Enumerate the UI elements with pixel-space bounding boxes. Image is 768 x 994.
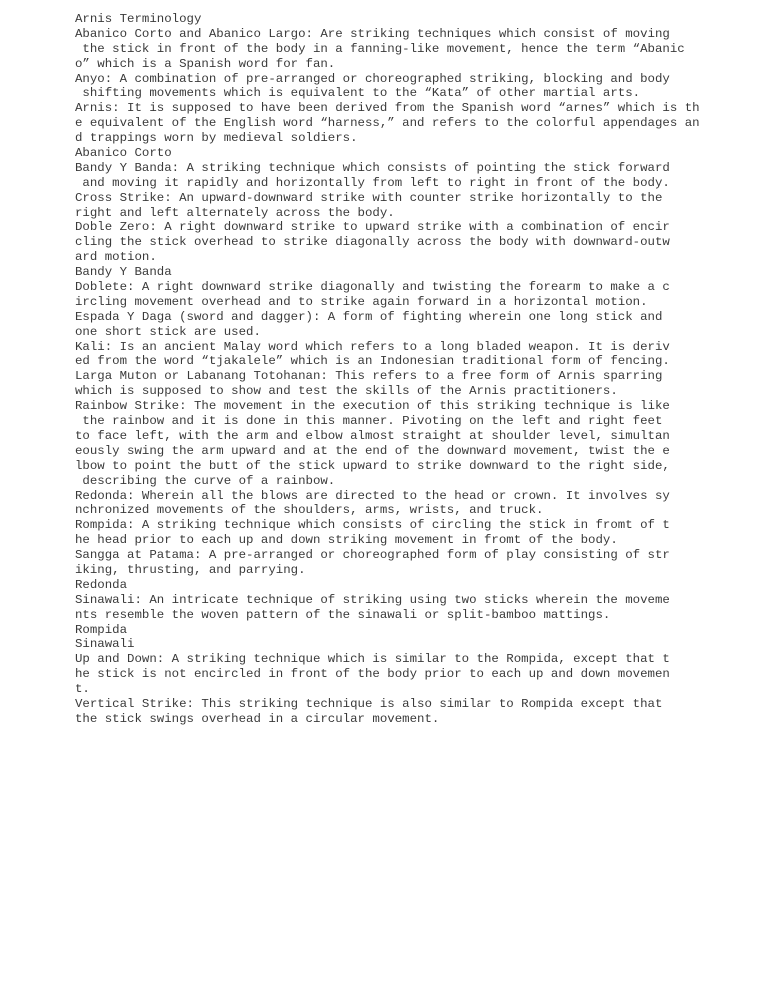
text-line: the stick swings overhead in a circular movement. (75, 711, 440, 726)
text-line: Rainbow Strike: The movement in the execution of this striking technique is like (75, 399, 670, 414)
text-line: Doblete: A right downward strike diagonally and twisting the forearm to make a c (75, 280, 670, 295)
text-line: Abanico Corto and Abanico Largo: Are striking techniques which consist of moving (75, 26, 670, 41)
text-line: Bandy Y Banda: A striking technique which consists of pointing the stick forward (75, 160, 670, 175)
text-line: e equivalent of the English word “harness,” and refers to the colorful appendages an (75, 116, 700, 131)
text-line: nchronized movements of the shoulders, arms, wrists, and truck. (75, 503, 544, 518)
text-line: he stick is not encircled in front of the body prior to each up and down movemen (75, 667, 670, 682)
text-line: Doble Zero: A right downward strike to upward strike with a combination of encir (75, 220, 670, 235)
text-line: Cross Strike: An upward-downward strike with counter strike horizontally to the (75, 190, 663, 205)
text-line: Arnis: It is supposed to have been derived from the Spanish word “arnes” which is th (75, 101, 700, 116)
text-line: Rompida: A striking technique which consists of circling the stick in fromt of t (75, 518, 670, 533)
text-line: Bandy Y Banda (75, 265, 172, 280)
document-title: Arnis Terminology (75, 12, 202, 26)
text-line: one short stick are used. (75, 324, 261, 339)
text-line: Anyo: A combination of pre-arranged or choreographed striking, blocking and body (75, 71, 670, 86)
text-line: Sinawali: An intricate technique of striking using two sticks wherein the moveme (75, 592, 670, 607)
text-line: Vertical Strike: This striking technique is also similar to Rompida except that (75, 696, 663, 711)
text-line: cling the stick overhead to strike diagonally across the body with downward-outw (75, 235, 670, 250)
text-line: which is supposed to show and test the skills of the Arnis practitioners. (75, 384, 618, 399)
text-line: right and left alternately across the body. (75, 205, 395, 220)
text-line: Espada Y Daga (sword and dagger): A form of fighting wherein one long stick and (75, 309, 663, 324)
text-line: Abanico Corto (75, 146, 172, 161)
text-line: to face left, with the arm and elbow almost straight at shoulder level, simultan (75, 428, 670, 443)
document-body (75, 12, 715, 727)
text-line: ed from the word “tjakalele” which is an Indonesian traditional form of fencing. (75, 354, 670, 369)
text-line: Redonda (75, 577, 128, 592)
text-line: Larga Muton or Labanang Totohanan: This refers to a free form of Arnis sparring (75, 369, 663, 384)
text-line: d trappings worn by medieval soldiers. (75, 131, 358, 146)
text-line: describing the curve of a rainbow. (75, 473, 336, 488)
text-line: nts resemble the woven pattern of the sinawali or split-bamboo mattings. (75, 607, 611, 622)
text-line: iking, thrusting, and parrying. (75, 562, 306, 577)
text-line: ircling movement overhead and to strike again forward in a horizontal motion. (75, 294, 648, 309)
text-line: t. (75, 682, 90, 697)
text-line: lbow to point the butt of the stick upward to strike downward to the right side, (75, 458, 670, 473)
text-line: Kali: Is an ancient Malay word which refers to a long bladed weapon. It is deriv (75, 339, 670, 354)
text-line: eously swing the arm upward and at the end of the downward movement, twist the e (75, 443, 670, 458)
text-line: he head prior to each up and down striking movement in fromt of the body. (75, 533, 618, 548)
text-line: Sinawali (75, 637, 135, 652)
text-line: Sangga at Patama: A pre-arranged or choreographed form of play consisting of str (75, 548, 670, 563)
text-line: shifting movements which is equivalent to the “Kata” of other martial arts. (75, 86, 641, 101)
text-line: and moving it rapidly and horizontally from left to right in front of the body. (75, 175, 670, 190)
text-line: the rainbow and it is done in this manner. Pivoting on the left and right feet (75, 414, 663, 429)
text-line: Rompida (75, 622, 128, 637)
text-line: Up and Down: A striking technique which is similar to the Rompida, except that t (75, 652, 670, 667)
text-line: Redonda: Wherein all the blows are directed to the head or crown. It involves sy (75, 488, 670, 503)
text-line: ard motion. (75, 250, 157, 265)
text-line: the stick in front of the body in a fanning-like movement, hence the term “Abanic (75, 41, 685, 56)
text-line: o” which is a Spanish word for fan. (75, 56, 336, 71)
